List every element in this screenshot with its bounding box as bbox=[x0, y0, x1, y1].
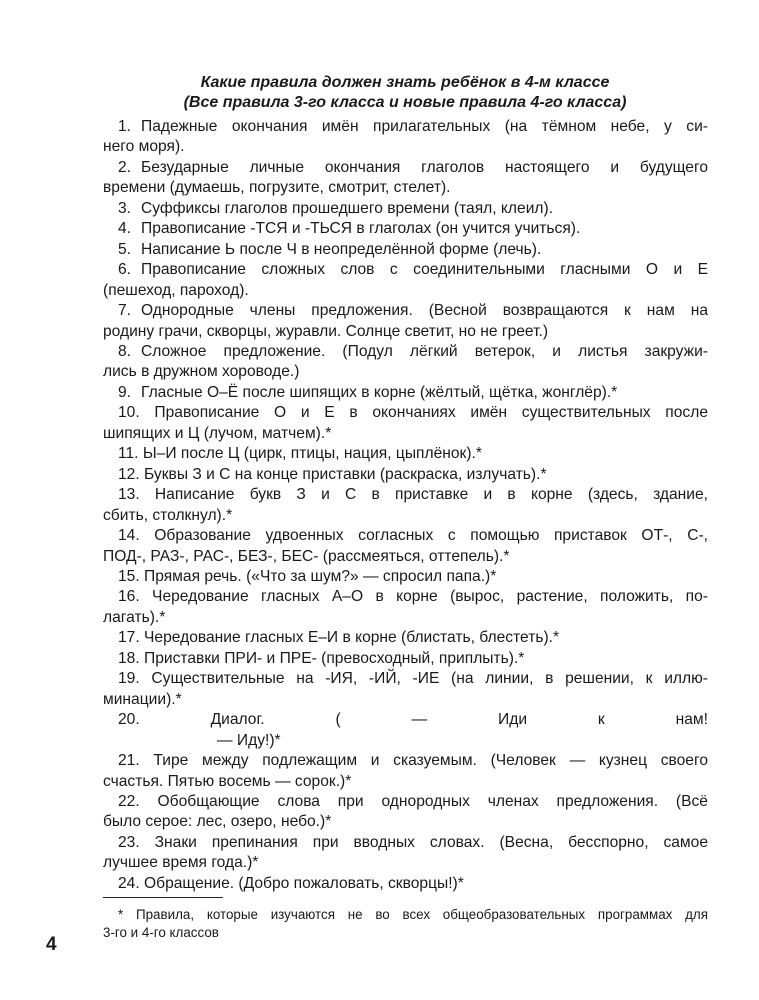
footnote-line: * Правила, которые изучаются не во всех общеобразовательных программах для bbox=[118, 907, 708, 922]
rule-line: счастья. Пятью восемь — сорок.)* bbox=[103, 772, 352, 790]
footnote-line: 3-го и 4-го классов bbox=[103, 925, 219, 940]
rule-item bbox=[103, 628, 708, 648]
rule-line bbox=[103, 383, 708, 403]
rule-item bbox=[103, 342, 708, 383]
rule-line: лучшее время года.)* bbox=[103, 854, 259, 872]
rule-text: Правописание О и Е в окончаниях имён существительных после bbox=[154, 404, 708, 422]
rule-text: Безударные личные окончания глаголов настоящего и будущего bbox=[141, 158, 708, 176]
rule-text: Обращение. (Добро пожаловать, скворцы!)* bbox=[144, 874, 464, 892]
rule-text: Правописание сложных слов с соединительными гласными О и Е bbox=[141, 261, 708, 279]
rule-number: 5. bbox=[118, 240, 132, 258]
rule-line bbox=[103, 444, 708, 464]
rule-item bbox=[103, 751, 708, 792]
rule-line: него моря). bbox=[103, 138, 185, 156]
heading-line-1: Какие правила должен знать ребёнок в 4-м классе bbox=[200, 74, 610, 91]
rule-item bbox=[103, 158, 708, 199]
rule-number: 14. bbox=[118, 527, 140, 545]
rule-text: Суффиксы глаголов прошедшего времени (таял, клеил). bbox=[141, 199, 554, 217]
rule-line: — Иду!)* bbox=[217, 731, 281, 749]
rule-text: Чередование гласных Е–И в корне (блистать, блестеть).* bbox=[144, 629, 560, 647]
rule-number: 15. bbox=[118, 567, 140, 585]
rule-number: 16. bbox=[118, 588, 140, 606]
rule-line bbox=[103, 792, 708, 812]
rule-number: 11. bbox=[118, 445, 139, 463]
rule-item bbox=[103, 874, 708, 894]
rule-line: родину грачи, скворцы, журавли. Солнце светит, но не греет.) bbox=[103, 322, 549, 340]
rule-item bbox=[103, 260, 708, 301]
rule-item bbox=[103, 240, 708, 260]
rule-number: 1. bbox=[118, 118, 132, 135]
rule-item bbox=[103, 219, 708, 239]
rule-number: 7. bbox=[118, 302, 132, 320]
rule-line bbox=[103, 587, 708, 607]
rule-line: было серое: лес, озеро, небо.)* bbox=[103, 813, 332, 831]
rule-line bbox=[103, 649, 708, 669]
rule-text: Диалог. ( — Иди к нам! bbox=[210, 711, 708, 729]
rule-line bbox=[103, 465, 708, 485]
rule-line: минации).* bbox=[103, 690, 182, 708]
rule-item bbox=[103, 526, 708, 567]
rule-item bbox=[103, 403, 708, 444]
rule-line bbox=[103, 567, 708, 587]
rule-item bbox=[103, 383, 708, 403]
rule-text: Приставки ПРИ- и ПРЕ- (превосходный, приплыть).* bbox=[144, 649, 525, 667]
rule-number: 10. bbox=[118, 404, 140, 422]
rule-line: сбить, столкнул).* bbox=[103, 506, 233, 524]
rule-line: лагать).* bbox=[103, 608, 166, 626]
rule-text: Написание Ь после Ч в неопределённой форме (лечь). bbox=[141, 240, 542, 258]
rule-line bbox=[103, 833, 708, 853]
footnote bbox=[103, 906, 708, 942]
rule-text: Однородные члены предложения. (Весной возвращаются к нам на bbox=[141, 302, 708, 320]
rule-line bbox=[103, 485, 708, 505]
rule-line bbox=[103, 403, 708, 423]
rule-line bbox=[103, 710, 708, 730]
rule-text: Гласные О–Ё после шипящих в корне (жёлтый, щётка, жонглёр).* bbox=[141, 383, 618, 401]
rule-number: 17. bbox=[118, 629, 140, 647]
rule-item bbox=[103, 587, 708, 628]
rule-text: Чередование гласных А–О в корне (вырос, растение, положить, по- bbox=[152, 588, 708, 606]
rule-line bbox=[103, 874, 708, 894]
rule-text: Сложное предложение. (Подул лёгкий ветерок, и листья закружи- bbox=[141, 342, 708, 360]
rule-line: времени (думаешь, погрузите, смотрит, стелет). bbox=[103, 179, 451, 197]
rule-number: 4. bbox=[118, 220, 132, 238]
rule-line: (пешеход, пароход). bbox=[103, 281, 249, 299]
rule-text: Правописание -ТСЯ и -ТЬСЯ в глаголах (он учится учиться). bbox=[141, 220, 581, 238]
rule-number: 8. bbox=[118, 342, 132, 360]
rule-number: 24. bbox=[118, 874, 140, 892]
rule-text: Знаки препинания при вводных словах. (Весна, бесспорно, самое bbox=[154, 833, 708, 851]
rule-number: 9. bbox=[118, 383, 132, 401]
heading-line-2: (Все правила 3-го класса и новые правила 4-го класса) bbox=[183, 94, 627, 111]
rule-text: Ы–И после Ц (цирк, птицы, нация, цыплёнок).* bbox=[142, 445, 482, 463]
rule-line: шипящих и Ц (лучом, матчем).* bbox=[103, 424, 332, 442]
rule-item bbox=[103, 792, 708, 833]
rule-number: 18. bbox=[118, 649, 140, 667]
rule-item bbox=[103, 567, 708, 587]
rule-number: 6. bbox=[118, 261, 132, 279]
rule-text: Существительные на -ИЯ, -ИЙ, -ИЕ (на линии, в решении, к иллю- bbox=[151, 670, 708, 688]
rules-list bbox=[103, 117, 708, 894]
rule-item bbox=[103, 444, 708, 464]
rule-line bbox=[103, 199, 708, 219]
rule-line bbox=[103, 669, 708, 689]
rule-item bbox=[103, 465, 708, 485]
rule-text: Обобщающие слова при однородных членах предложения. (Всё bbox=[157, 792, 708, 810]
rule-number: 2. bbox=[118, 158, 132, 176]
rule-line bbox=[103, 751, 708, 771]
rule-line bbox=[103, 219, 708, 239]
rule-line: ПОД-, РАЗ-, РАС-, БЕЗ-, БЕС- (рассмеяться, оттепель).* bbox=[103, 547, 510, 565]
rule-text: Тире между подлежащим и сказуемым. (Человек — кузнец своего bbox=[153, 752, 708, 770]
rule-line: лись в дружном хороводе.) bbox=[103, 363, 300, 381]
rule-text: Падежные окончания имён прилагательных (на тёмном небе, у си- bbox=[141, 118, 708, 135]
rule-number: 22. bbox=[118, 792, 140, 810]
rule-item bbox=[103, 301, 708, 342]
rule-item bbox=[103, 710, 708, 751]
rule-line bbox=[103, 260, 708, 280]
rule-item bbox=[103, 669, 708, 710]
rule-number: 21. bbox=[118, 752, 140, 770]
rule-number: 3. bbox=[118, 199, 132, 217]
page-heading bbox=[90, 73, 720, 113]
rule-item bbox=[103, 117, 708, 158]
rule-item bbox=[103, 833, 708, 874]
rule-line bbox=[103, 117, 708, 137]
rule-text: Образование удвоенных согласных с помощью приставок ОТ-, С-, bbox=[154, 527, 708, 545]
rule-item bbox=[103, 485, 708, 526]
rule-item bbox=[103, 199, 708, 219]
rule-text: Прямая речь. («Что за шум?» — спросил папа.)* bbox=[144, 567, 497, 585]
rule-number: 13. bbox=[118, 486, 140, 504]
rule-text: Написание букв З и С в приставке и в корне (здесь, здание, bbox=[154, 486, 708, 504]
rule-text: Буквы З и С на конце приставки (раскраска, излучать).* bbox=[144, 465, 547, 483]
rule-number: 23. bbox=[118, 833, 140, 851]
rule-number: 20. bbox=[118, 711, 140, 729]
rule-line bbox=[103, 628, 708, 648]
rule-number: 12. bbox=[118, 465, 140, 483]
rule-item bbox=[103, 649, 708, 669]
rule-line bbox=[103, 526, 708, 546]
rule-number: 19. bbox=[118, 670, 140, 688]
rule-line bbox=[103, 342, 708, 362]
rule-line bbox=[103, 240, 708, 260]
rule-line bbox=[103, 158, 708, 178]
page-number: 4 bbox=[46, 934, 57, 955]
rule-line bbox=[103, 301, 708, 321]
footnote-divider bbox=[103, 897, 223, 898]
